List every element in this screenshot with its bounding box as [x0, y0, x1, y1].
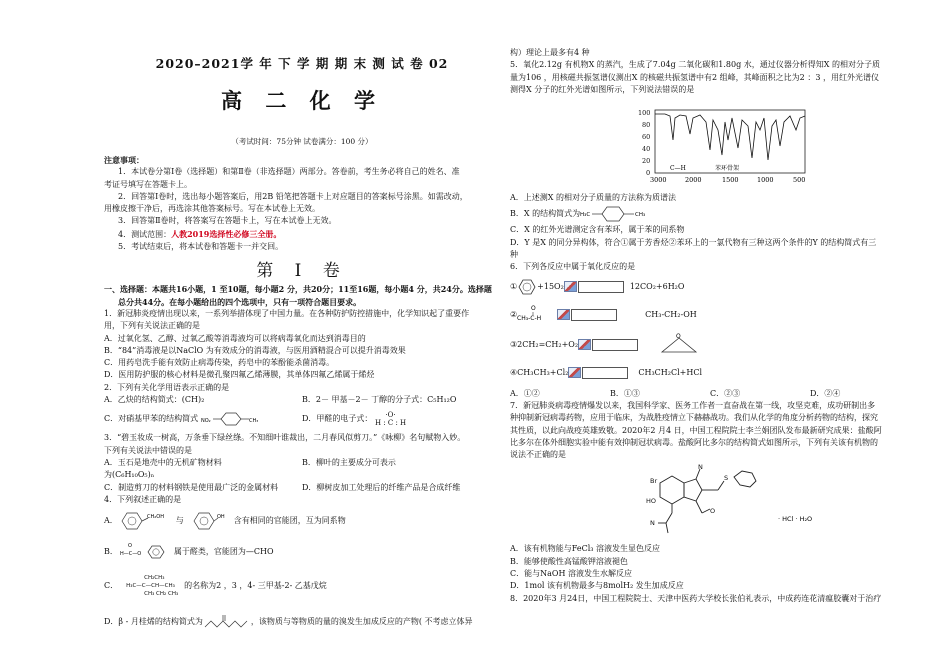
notice-item: 1．本试卷分第Ⅰ卷（选择题）和第Ⅱ卷（非选择题）两部分。答卷前，考生务必将自己的姓名、准: [118, 167, 460, 177]
q6-reaction-4: ④CH₃CH₃+Cl₂ CH₃CH₂Cl+HCl: [510, 368, 703, 378]
q2-option-a: A．乙炔的结构简式：(CH)₂: [104, 395, 205, 405]
ir-spectrum-chart: [510, 100, 910, 190]
broken-image-icon: [578, 339, 591, 350]
subject-title: 高 二 化 学: [221, 87, 383, 113]
svg-text:HO: HO: [646, 497, 657, 506]
ir-ytick: 40: [642, 145, 651, 154]
svg-text:H—C—O: H—C—O: [119, 551, 142, 558]
q5-stem: 量为106 ，用核磁共振氢谱仪测出X 的核磁共振氢谱中有2 组峰，其峰面积之比为2 ：3 ，用红外光谱仪: [510, 72, 879, 82]
reaction-condition-box: [582, 367, 628, 379]
q5-stem: 5．氧化2.12g 有机物X 的蒸汽，生成了7.04g 二氧化碳和1.80g 水，通过仪器分析得知X 的相对分子质: [510, 60, 880, 70]
q5-option-c: C．X 的红外光谱测定含有苯环，属于苯的同系物: [510, 225, 685, 235]
ir-xtick: 1000: [757, 176, 774, 185]
q2-options-cd: [104, 406, 500, 432]
svg-text:CH₂OH: CH₂OH: [146, 514, 164, 521]
q6-stem: 6．下列各反应中属于氧化反应的是: [510, 262, 636, 272]
test-scope: 人教2019选择性必修三全册。: [171, 228, 282, 239]
p-xylene-structure-icon: [580, 205, 658, 223]
arbidol-structure-diagram: [510, 461, 910, 543]
broken-image-icon: [557, 309, 570, 320]
nitrotoluene-structure-icon: [201, 411, 263, 427]
q4-continuation: 构）理论上最多有4 种: [510, 48, 590, 57]
q8-stem: 8．2020年3 月24日，中国工程院院士、天津中医药大学校长张伯礼表示，中成药连花清瘟胶囊对于治疗: [510, 593, 882, 603]
q4-option-b: B． H—C—O O 属于醛类，官能团为—CHO: [104, 540, 500, 564]
ir-annotation: 苯环骨架: [715, 165, 740, 173]
q2-options-ab: [104, 394, 500, 406]
reaction-condition-box: [592, 339, 638, 351]
q7-stem: 说法不正确的是: [510, 450, 566, 460]
notice-item: 考证号填写在答题卡上。: [104, 179, 192, 189]
q1-stem: 用，下列有关说法正确的是: [104, 321, 200, 331]
q4-option-a: A． CH₂OH 与 OH 含有相同的官能团，互为同系物: [104, 506, 500, 536]
svg-text:H₃C: H₃C: [580, 212, 591, 219]
q1-option-c: C．用药皂洗手能有效防止病毒传染，药皂中的苯酚能杀菌消毒。: [104, 358, 335, 368]
q5-option-d-cont: 种: [510, 250, 518, 260]
q7-stem: 比多尔在体外细胞实验中能有效抑制冠状病毒。盐酸阿比多尔的结构简式如图所示，下列有关该有机物的: [510, 437, 878, 447]
ir-ytick: 80: [642, 121, 651, 130]
svg-text:OH: OH: [216, 514, 225, 521]
q4-option-c: C． CH₂CH₃ H₃C—C—CH—CH₃ CH₃ CH₂ CH₃ 的名称为2 ，3 ，4- 三甲基-2- 乙基戊烷: [104, 575, 327, 598]
svg-text:O: O: [127, 543, 132, 550]
svg-text:O: O: [676, 332, 681, 340]
ir-xtick: 1500: [722, 176, 739, 185]
q3-options-cd: [104, 482, 500, 494]
q2-stem: 2．下列有关化学用语表示正确的是: [104, 382, 230, 392]
q6-option-c: C．②③: [710, 388, 741, 398]
hcl-salt-label: · HCl · H₂O: [778, 515, 813, 524]
exam-title: 2020–2021学 年 下 学 期 期 末 测 试 卷 02: [155, 56, 449, 71]
phenol-structure-icon: [190, 510, 224, 532]
left-column: [104, 48, 500, 632]
ir-ytick: 0: [646, 169, 651, 178]
svg-text:S: S: [724, 474, 729, 483]
acetaldehyde-structure-icon: [517, 304, 557, 326]
q6-option-b: B．①③: [610, 388, 640, 398]
q3-option-c: C．制造剪刀的材料钢铁是使用最广泛的金属材料: [104, 482, 279, 492]
ir-annotation: C—H: [670, 165, 686, 173]
ir-spectrum-line: [655, 114, 805, 160]
ir-ytick: 20: [642, 157, 651, 166]
q2-option-b: B．2－ 甲基－2－ 丁醇的分子式：C₅H₁₂O: [302, 395, 457, 405]
q2-option-d: D．甲醛的电子式： ·O· H : C : H: [302, 411, 407, 428]
myrcene-structure-icon: [203, 613, 251, 631]
section-intro: 一、选择题：本题共16小题，1 至10题，每小题2 分，共20分；11至16题，每小题4 分，共24分。选择题: [104, 284, 492, 295]
q7-stem: 7．新冠肺炎病毒疫情爆发以来，我国科学家、医务工作者一直奋战在第一线，攻坚克难，成功研制出多: [510, 400, 876, 410]
svg-text:NO₂: NO₂: [200, 418, 211, 425]
ir-spectrum-figure: [510, 100, 910, 190]
section-title: 第 Ⅰ 卷: [256, 261, 348, 282]
formaldehyde-electron-formula: ·O· H : C : H: [374, 411, 407, 428]
notice-item: 用橡皮擦干净后，再选涂其他答案标号。写在本试卷上无效。: [104, 204, 320, 214]
q1-option-d: D．医用防护服的核心材料是微孔聚四氟乙烯薄膜，其单体四氟乙烯属于烯烃: [104, 370, 375, 380]
ir-ytick: 100: [638, 109, 651, 118]
svg-text:N: N: [650, 519, 655, 528]
q6-option-d: D．②④: [810, 388, 841, 398]
ir-xtick: 2000: [685, 176, 702, 185]
q5-option-b: B．X 的结构简式为 H₃C CH₃: [510, 204, 910, 224]
benzene-ring-icon: [517, 278, 537, 296]
svg-text:CH₃: CH₃: [248, 418, 258, 425]
notice-item: 3．回答第Ⅱ卷时，将答案写在答题卡上，写在本试卷上无效。: [118, 216, 337, 226]
q7-option-b: B．能够使酸性高锰酸钾溶液褪色: [510, 556, 628, 566]
q3-option-b-cont: 为(C₆H₁₀O₅)ₙ: [104, 470, 155, 480]
ir-xtick: 500: [793, 176, 806, 185]
q6-options: [510, 388, 910, 400]
benzyl-alcohol-structure-icon: [118, 510, 162, 532]
q3-stem: 3．“碧玉妆成一树高，万条垂下绿丝绦。不知细叶谁裁出，二月春风似剪刀。”《咏柳》名句赋物入妙。: [104, 433, 466, 443]
ir-xtick: 3000: [650, 176, 667, 185]
q7-option-d: D．1mol 该有机物最多与8molH₂ 发生加成反应: [510, 581, 684, 591]
svg-text:CH₃-C-H: CH₃-C-H: [517, 314, 542, 322]
q6-reaction-1: ① +15O₂ 12CO₂+6H₂O: [510, 274, 910, 300]
q1-option-b: B．“84”消毒液是以NaClO 为有效成分的消毒液，与医用酒精混合可以提升消毒效果: [104, 345, 406, 355]
q3-option-a: A．玉石是地壳中的无机矿物材料: [104, 457, 222, 467]
q5-option-a: A．上述测X 的相对分子质量的方法称为质谱法: [510, 193, 677, 203]
svg-text:N: N: [698, 463, 703, 472]
notice-item-4: 4．测试范围：人教2019选择性必修三全册。: [118, 228, 282, 239]
notice-heading: 注意事项：: [104, 155, 144, 165]
ir-plot-frame: [655, 110, 805, 173]
q7-stem: 其性质，以此向战疫英雄致敬。2020年2 月4 日，中国工程院院士李兰娟团队发布最新研究成果：盐酸阿: [510, 425, 882, 435]
q7-option-c: C．能与NaOH 溶液发生水解反应: [510, 569, 632, 579]
q3-stem: 下列有关说法中错误的是: [104, 445, 192, 455]
q6-reaction-2: ② CH₃-C-H O CH₃-CH₂-OH: [510, 300, 910, 330]
ethylene-oxide-structure-icon: [652, 332, 706, 358]
section-intro: 总分共44分。在每小题给出的四个选项中，只有一项符合题目要求。: [118, 296, 362, 307]
notice-item: 2．回答第Ⅰ卷时，选出每小题答案后，用2B 铅笔把答题卡上对应题目的答案标号涂黑。如需改动，: [118, 191, 468, 201]
reaction-condition-box: [571, 309, 617, 321]
q6-option-a: A．①②: [510, 388, 540, 398]
q2-option-c: C．对硝基甲苯的结构简式 NO₂ CH₃: [104, 411, 302, 427]
q1-stem: 1．新冠肺炎疫情出现以来，一系列举措体现了中国力量。在各种防护防控措施中，化学知识起了重要作: [104, 308, 470, 318]
svg-text:CH₃: CH₃: [635, 212, 646, 219]
q7-stem: 种抑制新冠病毒药物，应用于临床，为战胜疫情立下赫赫战功。我们从化学的角度分析药物的结构，探究: [510, 413, 878, 423]
svg-text:O: O: [531, 304, 536, 312]
arbidol-structure-figure: [510, 461, 910, 543]
reaction-condition-box: [578, 281, 624, 293]
notice-item: 5．考试结束后，将本试卷和答题卡一并交回。: [118, 242, 284, 252]
q5-option-d: D．Y 是X 的同分异构体，符合①属于芳香烃②苯环上的一氯代物有三种这两个条件的Y 的结构简式有三: [510, 237, 877, 247]
q4-option-d: D．β - 月桂烯的结构简式为 ，该物质与等物质的量的溴发生加成反应的产物( 不考虑立体异: [104, 612, 500, 632]
ir-ytick: 60: [642, 133, 651, 142]
broken-image-icon: [564, 281, 577, 292]
q1-option-a: A．过氧化氢、乙醇、过氧乙酸等消毒液均可以将病毒氧化而达到消毒目的: [104, 333, 366, 343]
q3-option-b: B．柳叶的主要成分可表示: [302, 457, 396, 467]
q3-option-d: D．柳树皮加工处理后的纤维产品是合成纤维: [302, 482, 461, 492]
right-column: [510, 48, 910, 605]
q4-stem: 4．下列叙述正确的是: [104, 494, 182, 504]
formate-ester-structure-icon: [118, 542, 174, 562]
svg-text:Br: Br: [650, 477, 658, 486]
broken-image-icon: [568, 367, 581, 378]
q5-stem: 测得X 分子的红外光谱如图所示，下列说法错误的是: [510, 84, 695, 94]
q7-option-a: A．该有机物能与FeCl₃ 溶液发生显色反应: [510, 544, 661, 554]
alkane-structure: CH₂CH₃ H₃C—C—CH—CH₃ CH₃ CH₂ CH₃: [126, 575, 179, 598]
q6-reaction-3: ③2CH₂=CH₂+O₂ O: [510, 330, 910, 360]
svg-text:O: O: [710, 507, 716, 516]
exam-info: （考试时间：75分钟 试卷满分：100 分）: [231, 136, 373, 146]
q3-options-ab: [104, 457, 500, 469]
